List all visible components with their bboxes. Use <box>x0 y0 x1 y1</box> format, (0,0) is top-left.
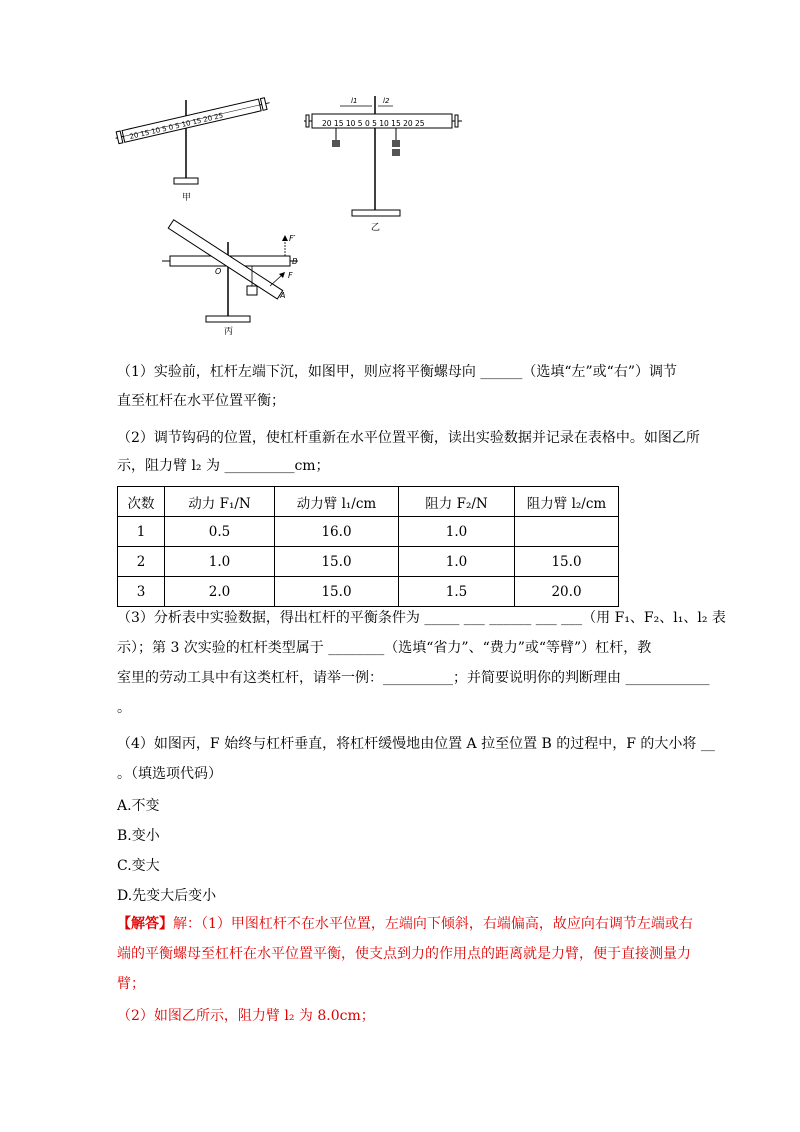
figure-jia <box>114 97 271 203</box>
q4-line1: （4）如图丙，F 始终与杠杆垂直，将杠杆缓慢地由位置 A 拉至位置 B 的过程中，F 的大小将 __ <box>117 736 715 752</box>
table-cell: 20.0 <box>515 577 619 607</box>
point-O-label: O <box>215 267 222 276</box>
q3-line1: （3）分析表中实验数据，得出杠杆的平衡条件为 _____ ___ ______ ___ ___（用 F₁、F₂、l₁、l₂ 表 <box>117 610 726 626</box>
table-cell: 2.0 <box>165 577 275 607</box>
table-row <box>118 517 619 547</box>
figure-bing-label: 丙 <box>224 327 234 337</box>
answer-line3: 臂； <box>117 976 145 992</box>
table-header-cell: 阻力臂 l₂/cm <box>515 487 619 517</box>
table-cell: 2 <box>118 547 165 577</box>
q3-line2: 示）；第 3 次实验的杠杆类型属于 ________（选填“省力”、“费力”或“等臂”）杠杆，教 <box>117 640 652 656</box>
table-header-cell: 动力臂 l₁/cm <box>275 487 399 517</box>
answer-line2: 端的平衡螺母至杠杆在水平位置平衡，使支点到力的作用点的距离就是力臂，便于直接测量力 <box>117 946 691 962</box>
point-A-label: A <box>280 291 286 300</box>
figure-area <box>100 88 480 338</box>
option-a: A.不变 <box>117 798 160 814</box>
table-cell: 1.0 <box>399 517 515 547</box>
table-cell: 15.0 <box>275 547 399 577</box>
l1-label: l1 <box>351 97 358 105</box>
option-c: C.变大 <box>117 858 160 874</box>
q2-line1: （2）调节钩码的位置，使杠杆重新在水平位置平衡，读出实验数据并记录在表格中。如图乙所 <box>117 430 700 446</box>
svg-text:20 15 10 5 0 5 10 15 20 25: 20 15 10 5 0 5 10 15 20 25 <box>128 111 224 141</box>
q3-line3: 室里的劳动工具中有这类杠杆，请举一例：__________；并简要说明你的判断理由 ____________ <box>117 670 710 686</box>
table-row <box>118 547 619 577</box>
option-d: D.先变大后变小 <box>117 888 217 904</box>
lever-figures <box>100 88 480 338</box>
figure-jia-label: 甲 <box>182 193 192 203</box>
figure-yi <box>304 96 462 233</box>
table-cell: 16.0 <box>275 517 399 547</box>
figure-bing <box>162 220 298 337</box>
table-row <box>118 577 619 607</box>
q1-line1: （1）实验前，杠杆左端下沉，如图甲，则应将平衡螺母向 ______（选填“左”或“右”）调节 <box>117 364 677 380</box>
q4-line2: 。（填选项代码） <box>117 766 222 782</box>
data-table <box>117 486 619 607</box>
svg-text:20 15 10 5 0 5 10 15 20 25: 20 15 10 5 0 5 10 15 20 25 <box>322 119 425 128</box>
point-B-label: B <box>292 257 298 266</box>
option-b: B.变小 <box>117 828 160 844</box>
table-header-cell: 动力 F₁/N <box>165 487 275 517</box>
q1-line2: 直至杠杆在水平位置平衡； <box>117 393 285 409</box>
table-header-cell: 阻力 F₂/N <box>399 487 515 517</box>
table-cell: 1.0 <box>399 547 515 577</box>
force-Fprime-label: F′ <box>289 234 296 243</box>
q3-line4: 。 <box>117 700 131 716</box>
answer-line1 <box>117 914 693 934</box>
force-F-label: F <box>288 271 293 280</box>
table-cell: 15.0 <box>515 547 619 577</box>
table-header-cell: 次数 <box>118 487 165 517</box>
table-header-row <box>118 487 619 517</box>
table-cell <box>515 517 619 547</box>
table-cell: 1.5 <box>399 577 515 607</box>
answer-tag: 【解答】 <box>117 916 173 932</box>
table-cell: 0.5 <box>165 517 275 547</box>
table-cell: 15.0 <box>275 577 399 607</box>
q2-line2: 示，阻力臂 l₂ 为 __________cm； <box>117 458 330 474</box>
table-cell: 1.0 <box>165 547 275 577</box>
figure-yi-label: 乙 <box>371 223 381 233</box>
table-cell: 3 <box>118 577 165 607</box>
answer-line1-text: 解：（1）甲图杠杆不在水平位置，左端向下倾斜，右端偏高，故应向右调节左端或右 <box>173 916 693 932</box>
answer-line4: （2）如图乙所示，阻力臂 l₂ 为 8.0cm； <box>117 1008 375 1024</box>
l2-label: l2 <box>383 97 390 105</box>
table-cell: 1 <box>118 517 165 547</box>
